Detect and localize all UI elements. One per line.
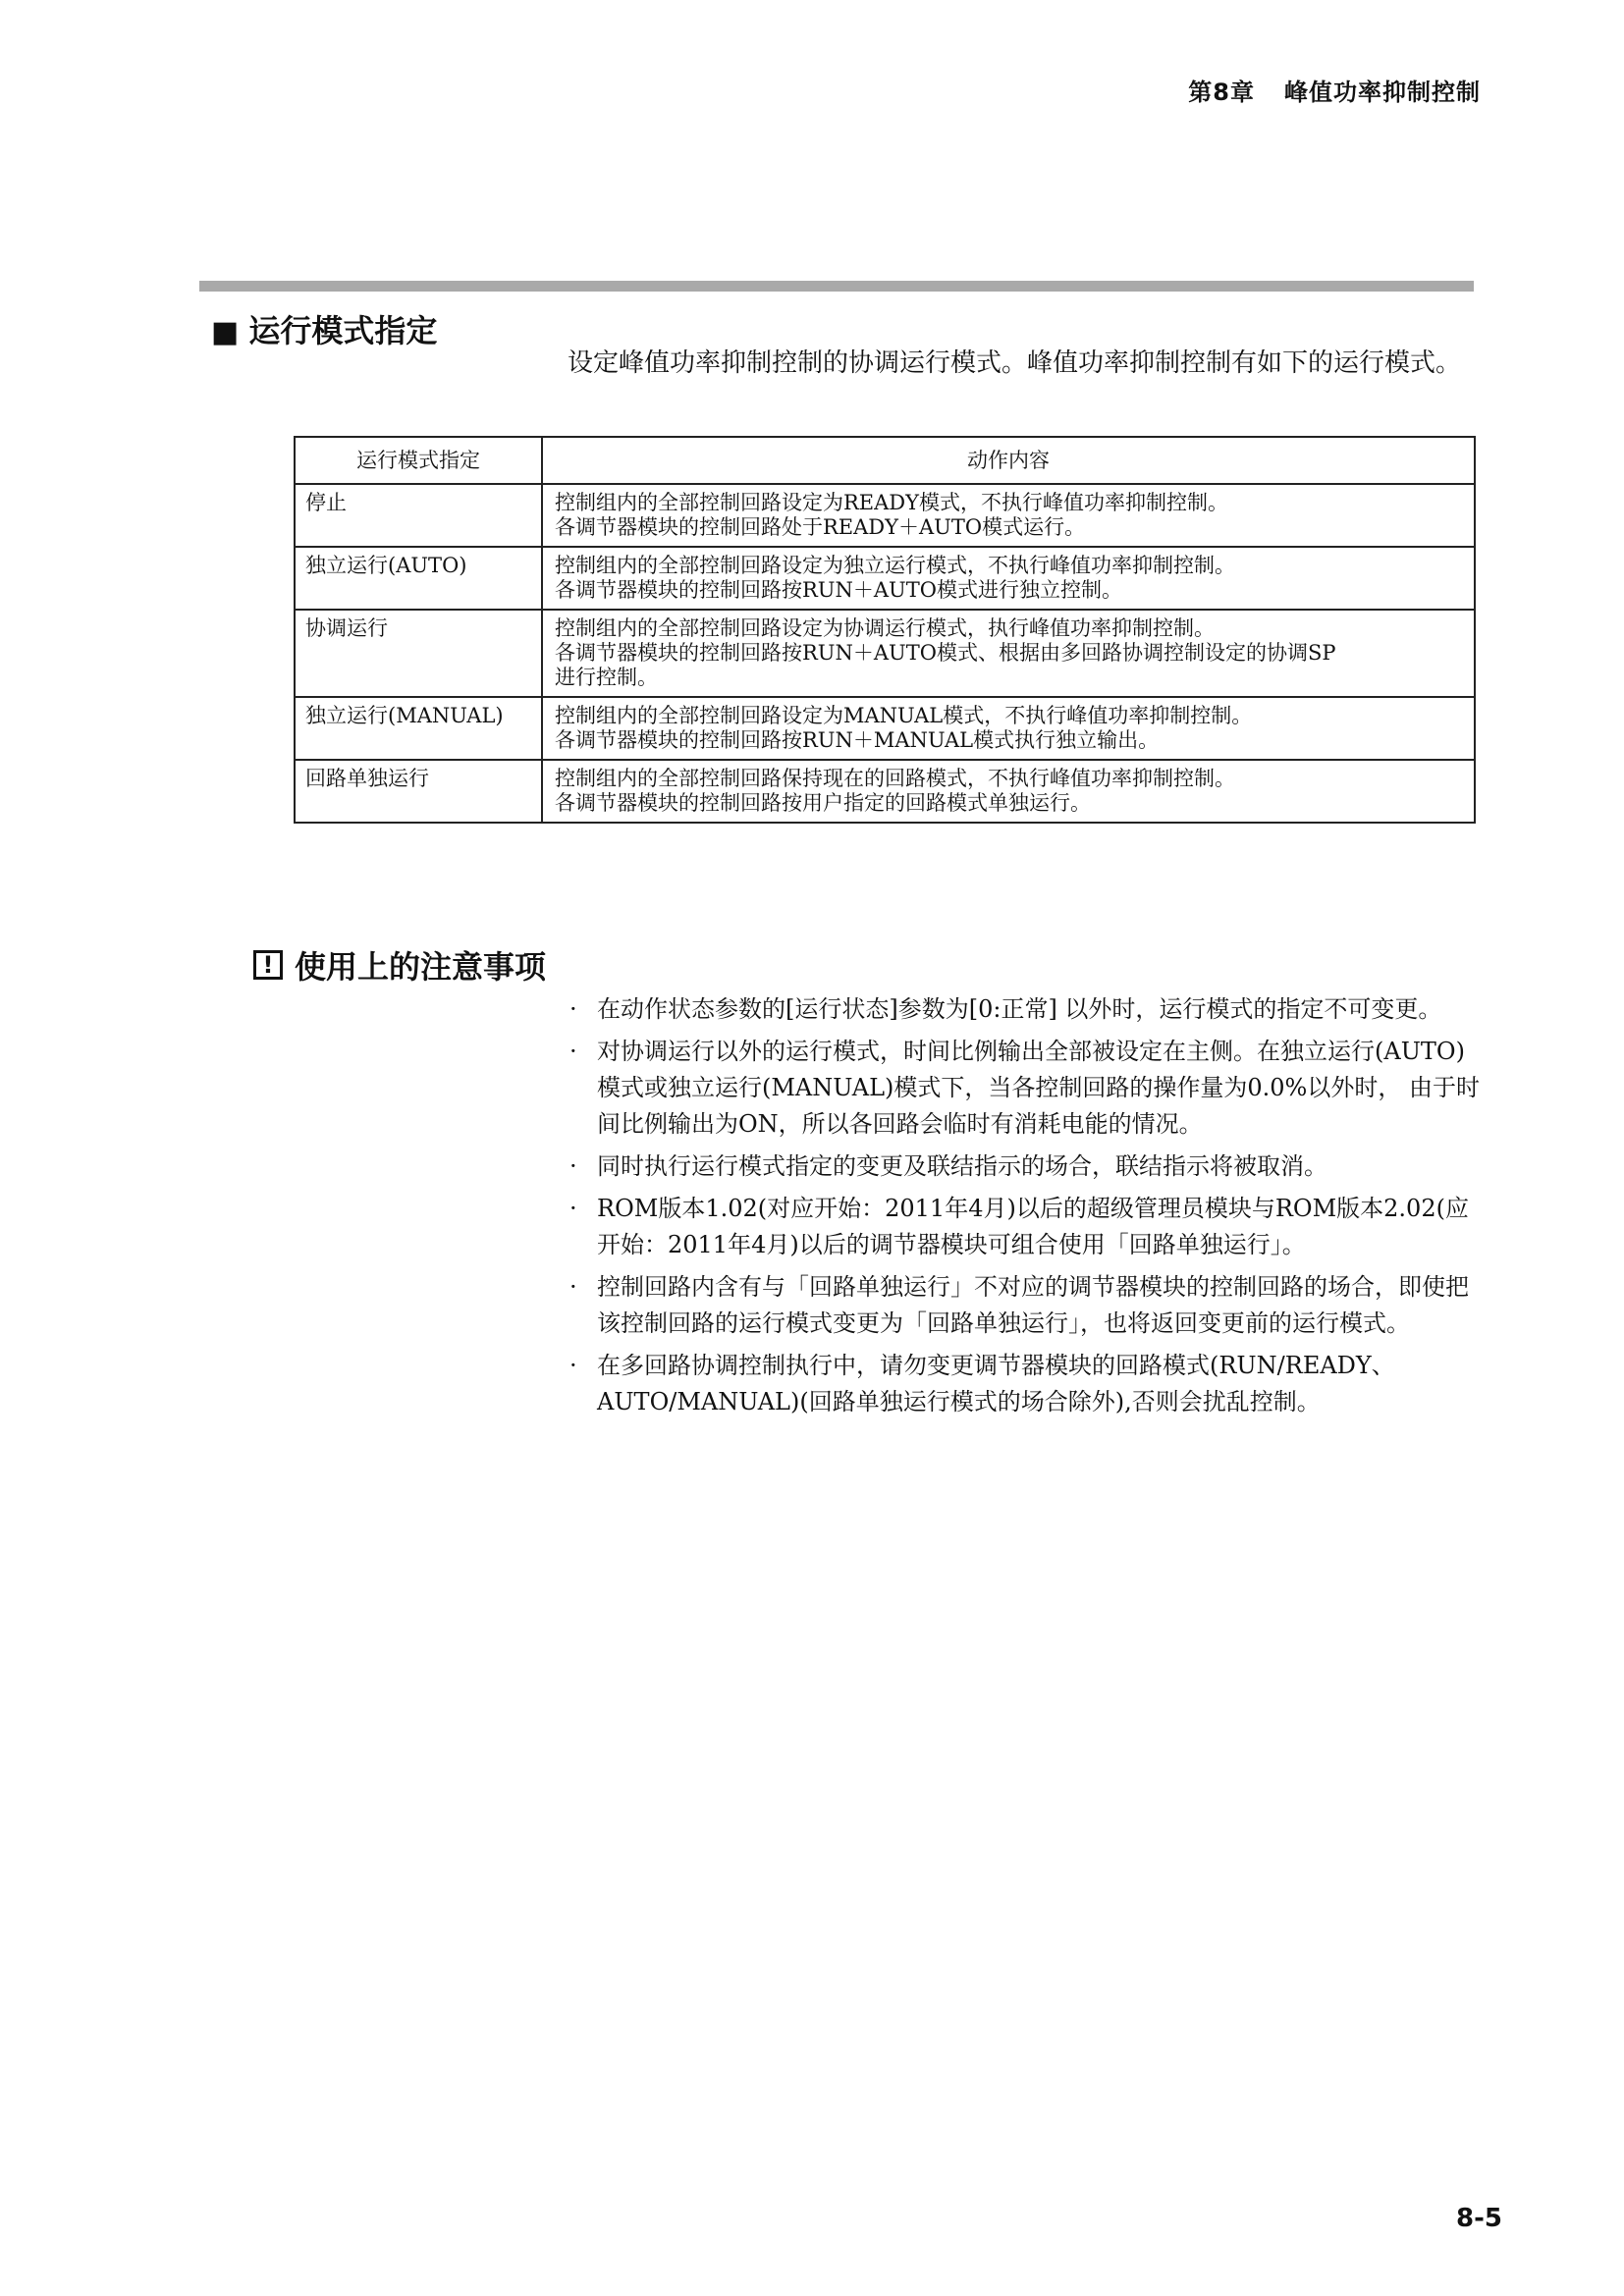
caution-item (566, 1269, 1484, 1342)
caution-list (566, 991, 1484, 1426)
mode-name-cell: 独立运行(MANUAL) (295, 697, 542, 760)
caution-item (566, 991, 1484, 1028)
bullet-dot-icon: · (569, 1038, 577, 1065)
chapter-number: 第8章 (1188, 79, 1255, 106)
mode-description-cell (542, 547, 1475, 610)
mode-description-cell (542, 484, 1475, 547)
bullet-dot-icon: · (569, 1273, 577, 1301)
description-line: 控制组内的全部控制回路设定为独立运行模式，不执行峰值功率抑制控制。 (555, 554, 1235, 577)
mode-name-cell: 协调运行 (295, 610, 542, 697)
caution-icon: ! (253, 950, 283, 980)
section-heading (211, 306, 437, 351)
caution-item (566, 1148, 1484, 1185)
caution-item (566, 1191, 1484, 1263)
mode-description-cell (542, 760, 1475, 823)
mode-name-cell: 独立运行(AUTO) (295, 547, 542, 610)
mode-description-cell (542, 610, 1475, 697)
caution-item-text: 控制回路内含有与「回路单独运行」不对应的调节器模块的控制回路的场合，即使把该控制回路的运行模式变更为「回路单独运行」，也将返回变更前的运行模式。 (597, 1273, 1469, 1337)
table-header-row (295, 437, 1475, 484)
square-bullet-icon: ■ (211, 315, 240, 349)
caution-item-text: 在多回路协调控制执行中，请勿变更调节器模块的回路模式(RUN/READY、AUTO/MANUAL)(回路单独运行模式的场合除外),否则会扰乱控制。 (597, 1352, 1395, 1415)
mode-name-cell: 回路单独运行 (295, 760, 542, 823)
bullet-dot-icon: · (569, 995, 577, 1023)
description-line: 各调节器模块的控制回路按RUN＋MANUAL模式执行独立输出。 (555, 728, 1160, 752)
page-number: 8-5 (1456, 2204, 1502, 2233)
mode-description-cell (542, 697, 1475, 760)
section-intro: 设定峰值功率抑制控制的协调运行模式。峰值功率抑制控制有如下的运行模式。 (568, 348, 1462, 378)
caution-item-text: ROM版本1.02(对应开始：2011年4月)以后的超级管理员模块与ROM版本2.02(应开始：2011年4月)以后的调节器模块可组合使用「回路单独运行」。 (597, 1195, 1469, 1258)
description-line: 各调节器模块的控制回路按RUN＋AUTO模式进行独立控制。 (555, 578, 1122, 602)
chapter-header (1188, 73, 1481, 107)
caution-item-text: 对协调运行以外的运行模式，时间比例输出全部被设定在主侧。在独立运行(AUTO)模式或独立运行(MANUAL)模式下，当各控制回路的操作量为0.0%以外时， 由于时间比例输出为ON，所以各回路会临时有消耗电能的情况。 (597, 1038, 1480, 1138)
bullet-dot-icon: · (569, 1352, 577, 1379)
bullet-dot-icon: · (569, 1195, 577, 1222)
caution-item (566, 1348, 1484, 1420)
description-line: 进行控制。 (555, 666, 658, 689)
chapter-title: 峰值功率抑制控制 (1284, 79, 1481, 106)
column-header-action: 动作内容 (542, 437, 1475, 484)
description-line: 控制组内的全部控制回路设定为READY模式，不执行峰值功率抑制控制。 (555, 491, 1229, 514)
caution-item (566, 1034, 1484, 1143)
caution-heading (253, 942, 546, 988)
description-line: 控制组内的全部控制回路保持现在的回路模式，不执行峰值功率抑制控制。 (555, 767, 1235, 790)
operation-mode-table (294, 436, 1476, 824)
caution-item-text: 同时执行运行模式指定的变更及联结指示的场合，联结指示将被取消。 (597, 1152, 1327, 1180)
table-row (295, 697, 1475, 760)
caution-title: 使用上的注意事项 (295, 948, 547, 986)
description-line: 各调节器模块的控制回路按RUN＋AUTO模式、根据由多回路协调控制设定的协调SP (555, 641, 1336, 665)
table-row (295, 610, 1475, 697)
description-line: 控制组内的全部控制回路设定为协调运行模式，执行峰值功率抑制控制。 (555, 616, 1215, 640)
caution-item-text: 在动作状态参数的[运行状态]参数为[0:正常] 以外时，运行模式的指定不可变更。 (597, 995, 1442, 1023)
mode-name-cell: 停止 (295, 484, 542, 547)
section-divider (199, 281, 1474, 292)
table-row (295, 484, 1475, 547)
column-header-mode: 运行模式指定 (295, 437, 542, 484)
description-line: 各调节器模块的控制回路按用户指定的回路模式单独运行。 (555, 791, 1091, 815)
description-line: 控制组内的全部控制回路设定为MANUAL模式，不执行峰值功率抑制控制。 (555, 704, 1253, 727)
section-title: 运行模式指定 (248, 312, 438, 349)
description-line: 各调节器模块的控制回路处于READY＋AUTO模式运行。 (555, 515, 1086, 539)
table-row (295, 760, 1475, 823)
bullet-dot-icon: · (569, 1152, 577, 1180)
table-row (295, 547, 1475, 610)
